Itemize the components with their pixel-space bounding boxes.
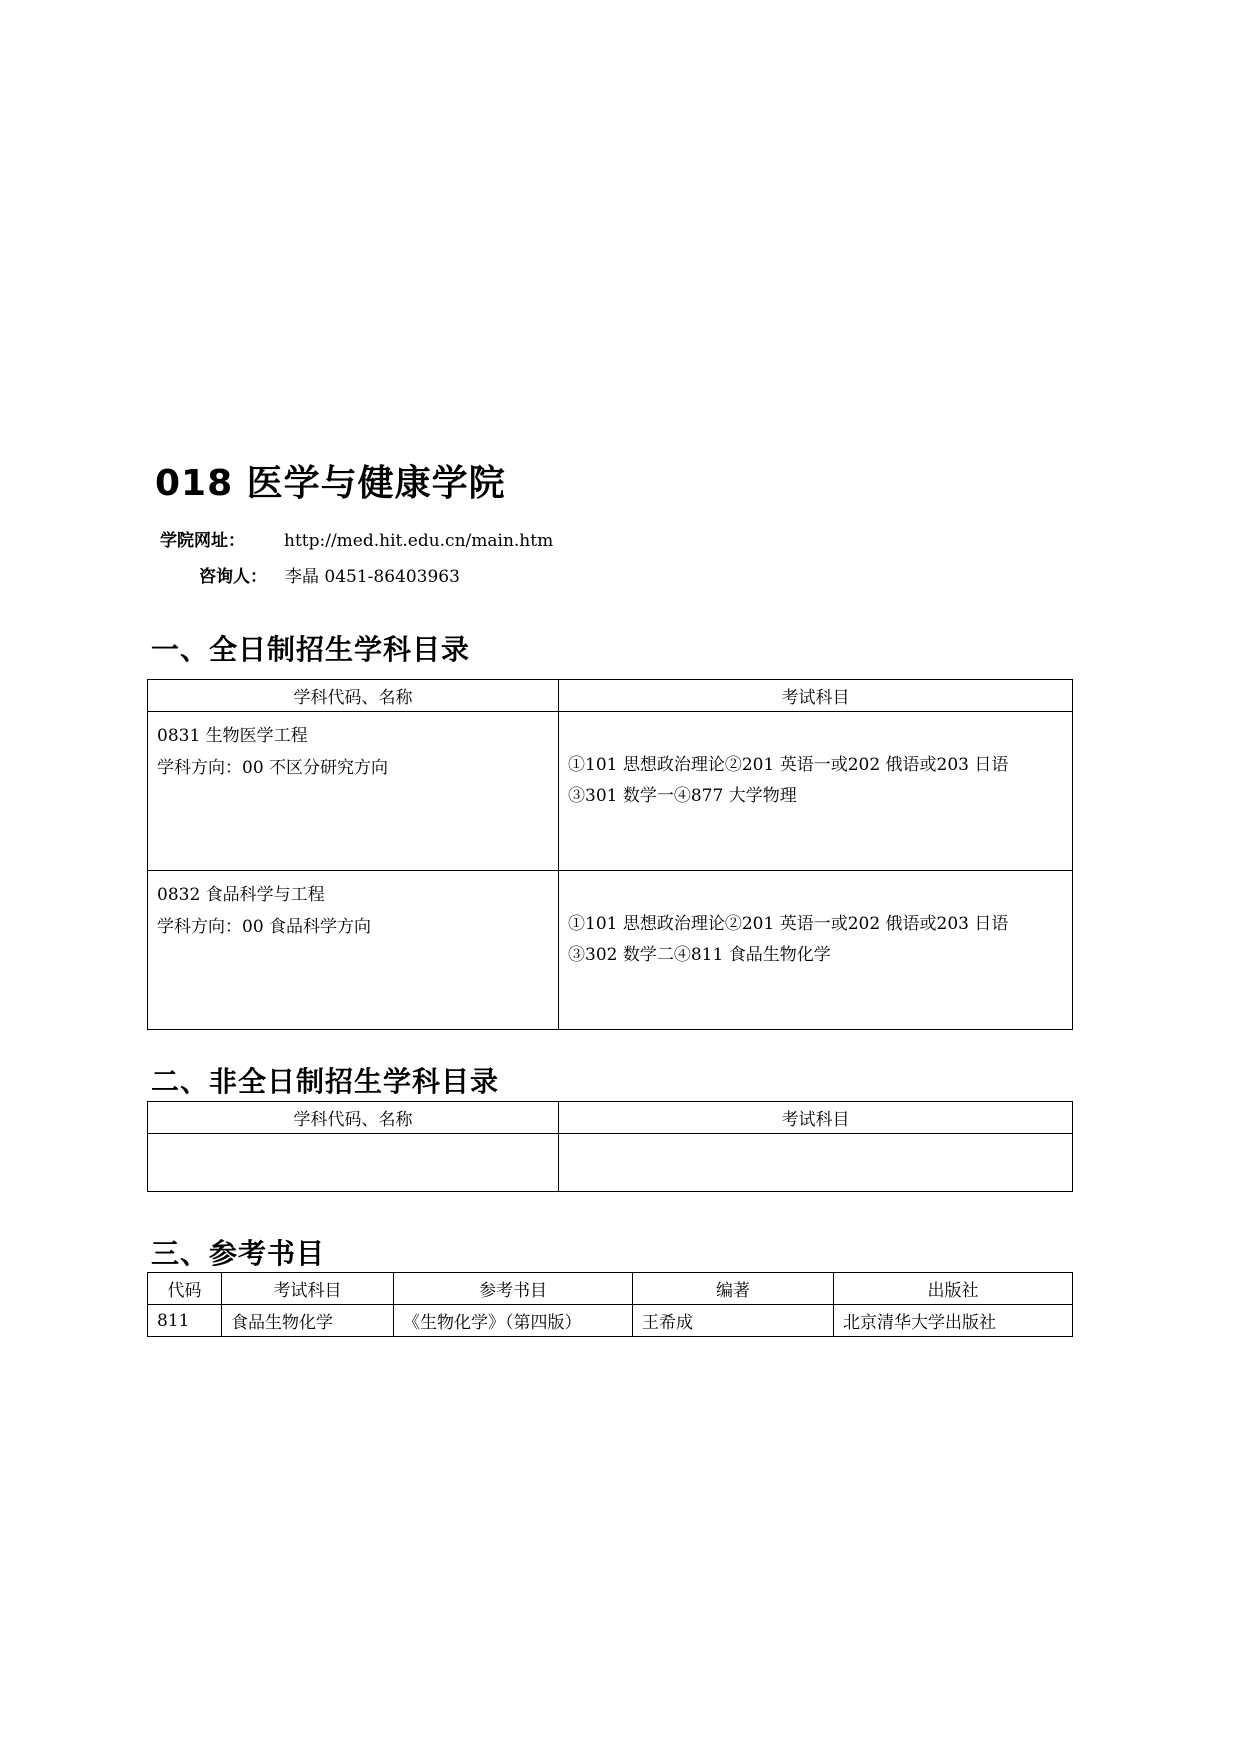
exam-cell-empty	[559, 1134, 1073, 1192]
column-header-code: 代码	[148, 1273, 222, 1305]
column-header-author: 编著	[633, 1273, 834, 1305]
table-row	[148, 871, 1073, 1030]
contact-row	[199, 562, 460, 587]
exam-cell	[559, 712, 1073, 871]
table-header-row	[148, 1273, 1073, 1305]
section-heading-references: 三、参考书目	[151, 1237, 326, 1270]
website-url[interactable]: http://med.hit.edu.cn/main.htm	[284, 531, 554, 551]
program-name: 0831 生物医学工程	[157, 726, 308, 746]
exam-subjects-line1: ①101 思想政治理论②201 英语一或202 俄语或203 日语	[568, 914, 1009, 934]
program-cell	[148, 712, 559, 871]
page-title: 018 医学与健康学院	[155, 463, 506, 504]
program-name: 0832 食品科学与工程	[157, 885, 325, 905]
program-cell	[148, 871, 559, 1030]
column-header-program: 学科代码、名称	[148, 680, 559, 712]
program-cell-empty	[148, 1134, 559, 1192]
fulltime-catalog-table	[147, 679, 1073, 1030]
table-header-row	[148, 680, 1073, 712]
column-header-publisher: 出版社	[834, 1273, 1073, 1305]
table-row	[148, 1305, 1073, 1337]
exam-subjects-line2: ③302 数学二④811 食品生物化学	[568, 945, 831, 965]
table-row-empty	[148, 1134, 1073, 1192]
reference-books-table	[147, 1272, 1073, 1337]
parttime-catalog-table	[147, 1101, 1073, 1192]
website-label: 学院网址：	[160, 531, 245, 551]
publisher-cell: 北京清华大学出版社	[834, 1305, 1073, 1337]
contact-label: 咨询人：	[199, 567, 267, 587]
section-heading-parttime: 二、非全日制招生学科目录	[151, 1065, 500, 1098]
column-header-exam-subject: 考试科目	[222, 1273, 394, 1305]
code-cell: 811	[148, 1305, 222, 1337]
reference-book-cell: 《生物化学》（第四版）	[394, 1305, 633, 1337]
program-direction: 学科方向：00 食品科学方向	[157, 917, 372, 937]
exam-subjects-line2: ③301 数学一④877 大学物理	[568, 786, 797, 806]
exam-subject-cell: 食品生物化学	[222, 1305, 394, 1337]
column-header-program: 学科代码、名称	[148, 1102, 559, 1134]
exam-cell	[559, 871, 1073, 1030]
contact-value: 李晶 0451-86403963	[285, 567, 460, 587]
website-row	[160, 526, 553, 551]
author-cell: 王希成	[633, 1305, 834, 1337]
column-header-exam: 考试科目	[559, 680, 1073, 712]
column-header-exam: 考试科目	[559, 1102, 1073, 1134]
section-heading-fulltime: 一、全日制招生学科目录	[151, 633, 471, 666]
table-row	[148, 712, 1073, 871]
program-direction: 学科方向：00 不区分研究方向	[157, 758, 389, 778]
column-header-reference-book: 参考书目	[394, 1273, 633, 1305]
exam-subjects-line1: ①101 思想政治理论②201 英语一或202 俄语或203 日语	[568, 755, 1009, 775]
table-header-row	[148, 1102, 1073, 1134]
